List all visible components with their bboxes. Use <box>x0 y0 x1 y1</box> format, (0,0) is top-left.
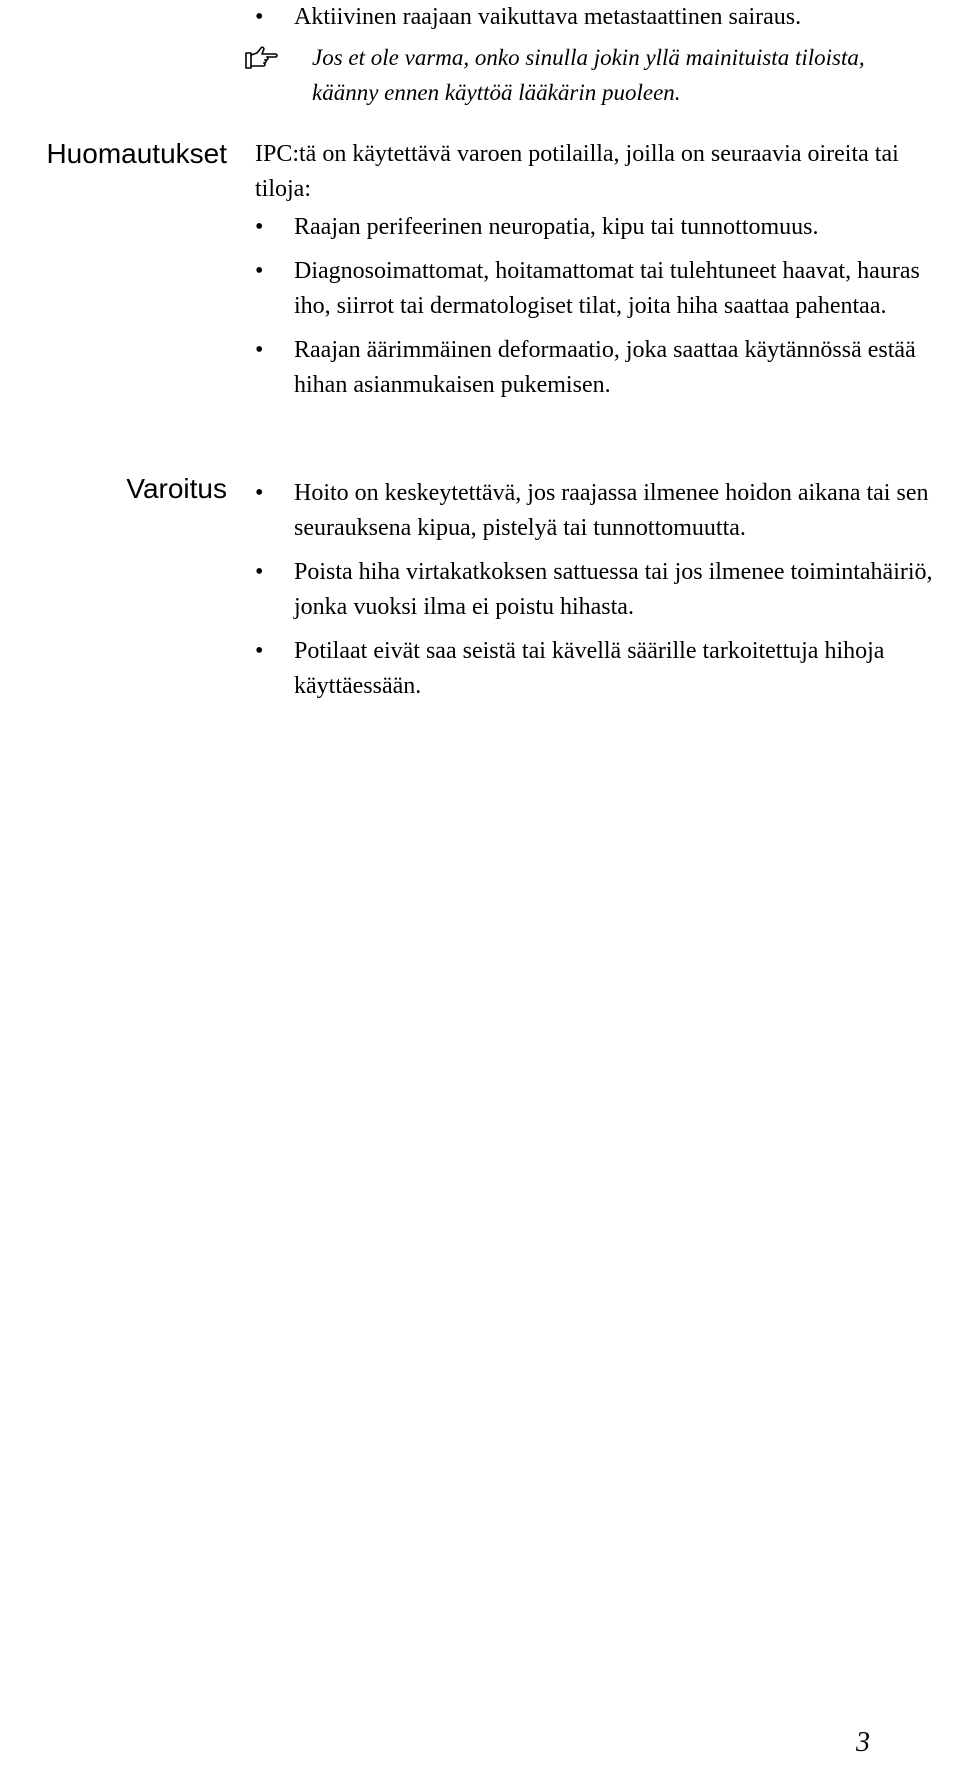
warning-heading: Varoitus <box>126 473 227 504</box>
list-item: • Potilaat eivät saa seistä tai kävellä säärille tarkoitettuja hihoja käyttäessään. <box>255 634 945 704</box>
list-item: • Raajan perifeerinen neuropatia, kipu tai tunnottomuus. <box>255 210 945 245</box>
list-item: • Raajan äärimmäinen deformaatio, joka saattaa käytännössä estää hihan asianmukaisen pukemisen. <box>255 333 945 403</box>
top-bullet-list <box>255 0 945 44</box>
list-item: • Poista hiha virtakatkoksen sattuessa tai jos ilmenee toimintahäiriö, jonka vuoksi ilma ei poistu hihasta. <box>255 555 945 625</box>
notes-heading: Huomautukset <box>46 138 227 169</box>
list-item: • Diagnosoimattomat, hoitamattomat tai tulehtuneet haavat, hauras iho, siirrot tai dermatologiset tilat, joita hiha saattaa pahentaa. <box>255 254 945 324</box>
notes-bullet-list <box>255 210 945 412</box>
caution-text: Jos et ole varma, onko sinulla jokin yllä mainituista tiloista, käänny ennen käyttöä lääkärin puoleen. <box>312 45 865 105</box>
warning-bullet-list <box>255 476 945 713</box>
page-number: 3 <box>856 1727 870 1758</box>
pointing-hand-icon <box>245 44 279 72</box>
list-item: • Hoito on keskeytettävä, jos raajassa ilmenee hoidon aikana tai sen seurauksena kipua, pistelyä tai tunnottomuutta. <box>255 476 945 546</box>
notes-intro: IPC:tä on käytettävä varoen potilailla, joilla on seuraavia oireita tai tiloja: <box>255 141 899 202</box>
list-item: • Aktiivinen raajaan vaikuttava metastaattinen sairaus. <box>255 0 945 35</box>
